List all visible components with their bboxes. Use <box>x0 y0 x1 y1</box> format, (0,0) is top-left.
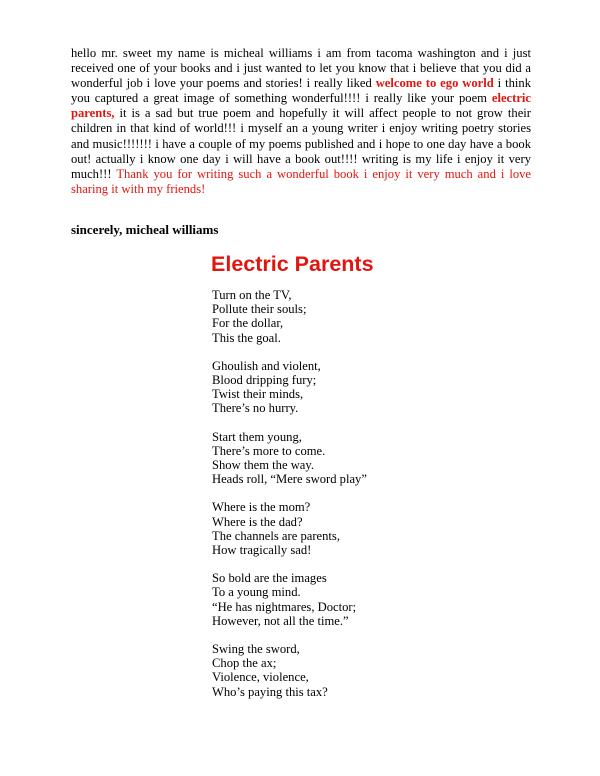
poem-line: However, not all the time.” <box>212 613 349 628</box>
letter-signoff: sincerely, micheal williams <box>71 222 219 237</box>
poem-line: Violence, violence, <box>212 670 309 685</box>
poem-line: Ghoulish and violent, <box>212 358 321 373</box>
poem-line: Heads roll, “Mere sword play” <box>212 472 367 487</box>
poem-line: Show them the way. <box>212 458 315 473</box>
poem-line: Where is the mom? <box>212 500 311 515</box>
letter-text-body: it is a sad but true poem and hopefully it will affect people to not grow their children in that kind of world!!! i myself an a young writer i enjoy writing poetry stories and music!!!!!!! i have a couple of my poems published and i hope to one day have a book out! actually i know one day i will have a book out!!!! writing is my life i enjoy it very much!!! <box>71 106 531 181</box>
poem-name-highlight: electric parents, <box>71 91 531 121</box>
poem-line: Chop the ax; <box>212 656 277 671</box>
poem-line: Who’s paying this tax? <box>212 684 328 699</box>
poem-stanza <box>212 288 367 345</box>
book-title-highlight: welcome to ego world <box>375 76 494 91</box>
poem-stanza <box>212 642 367 699</box>
letter-text-intro: hello mr. sweet my name is micheal williams i am from tacoma washington and i just received one of your books and i just wanted to let you know that i believe that you did a wonderful job i love your poems and stories! i really liked <box>71 46 531 91</box>
poem-line: Blood dripping fury; <box>212 373 317 388</box>
poem-line: Turn on the TV, <box>212 288 292 302</box>
poem-stanza <box>212 359 367 416</box>
poem-line: Where is the dad? <box>212 514 303 529</box>
poem-line: There’s more to come. <box>212 443 326 458</box>
poem-line: Pollute their souls; <box>212 302 307 317</box>
poem-line: Start them young, <box>212 429 302 444</box>
poem-line: Swing the sword, <box>212 642 300 657</box>
poem-line: For the dollar, <box>212 316 284 331</box>
poem-stanza <box>212 430 367 487</box>
poem-line: To a young mind. <box>212 585 301 600</box>
letter-body <box>71 46 531 197</box>
letter-closing-highlight: Thank you for writing such a wonderful book i enjoy it very much and i love sharing it with my friends! <box>71 166 532 196</box>
poem-line: How tragically sad! <box>212 543 312 558</box>
letter-text-middle: i think you captured a great image of something wonderful!!!! i really like your poem <box>71 76 531 106</box>
poem-stanza <box>212 500 367 557</box>
poem-line: The channels are parents, <box>212 528 340 543</box>
poem-line: There’s no hurry. <box>212 401 299 416</box>
poem-line: “He has nightmares, Doctor; <box>212 599 357 614</box>
poem-line: Twist their minds, <box>212 387 304 402</box>
poem-stanza <box>212 571 367 628</box>
poem-title: Electric Parents <box>211 252 374 276</box>
poem-line: This the goal. <box>212 330 281 345</box>
poem-line: So bold are the images <box>212 571 327 586</box>
poem-body <box>212 288 367 713</box>
